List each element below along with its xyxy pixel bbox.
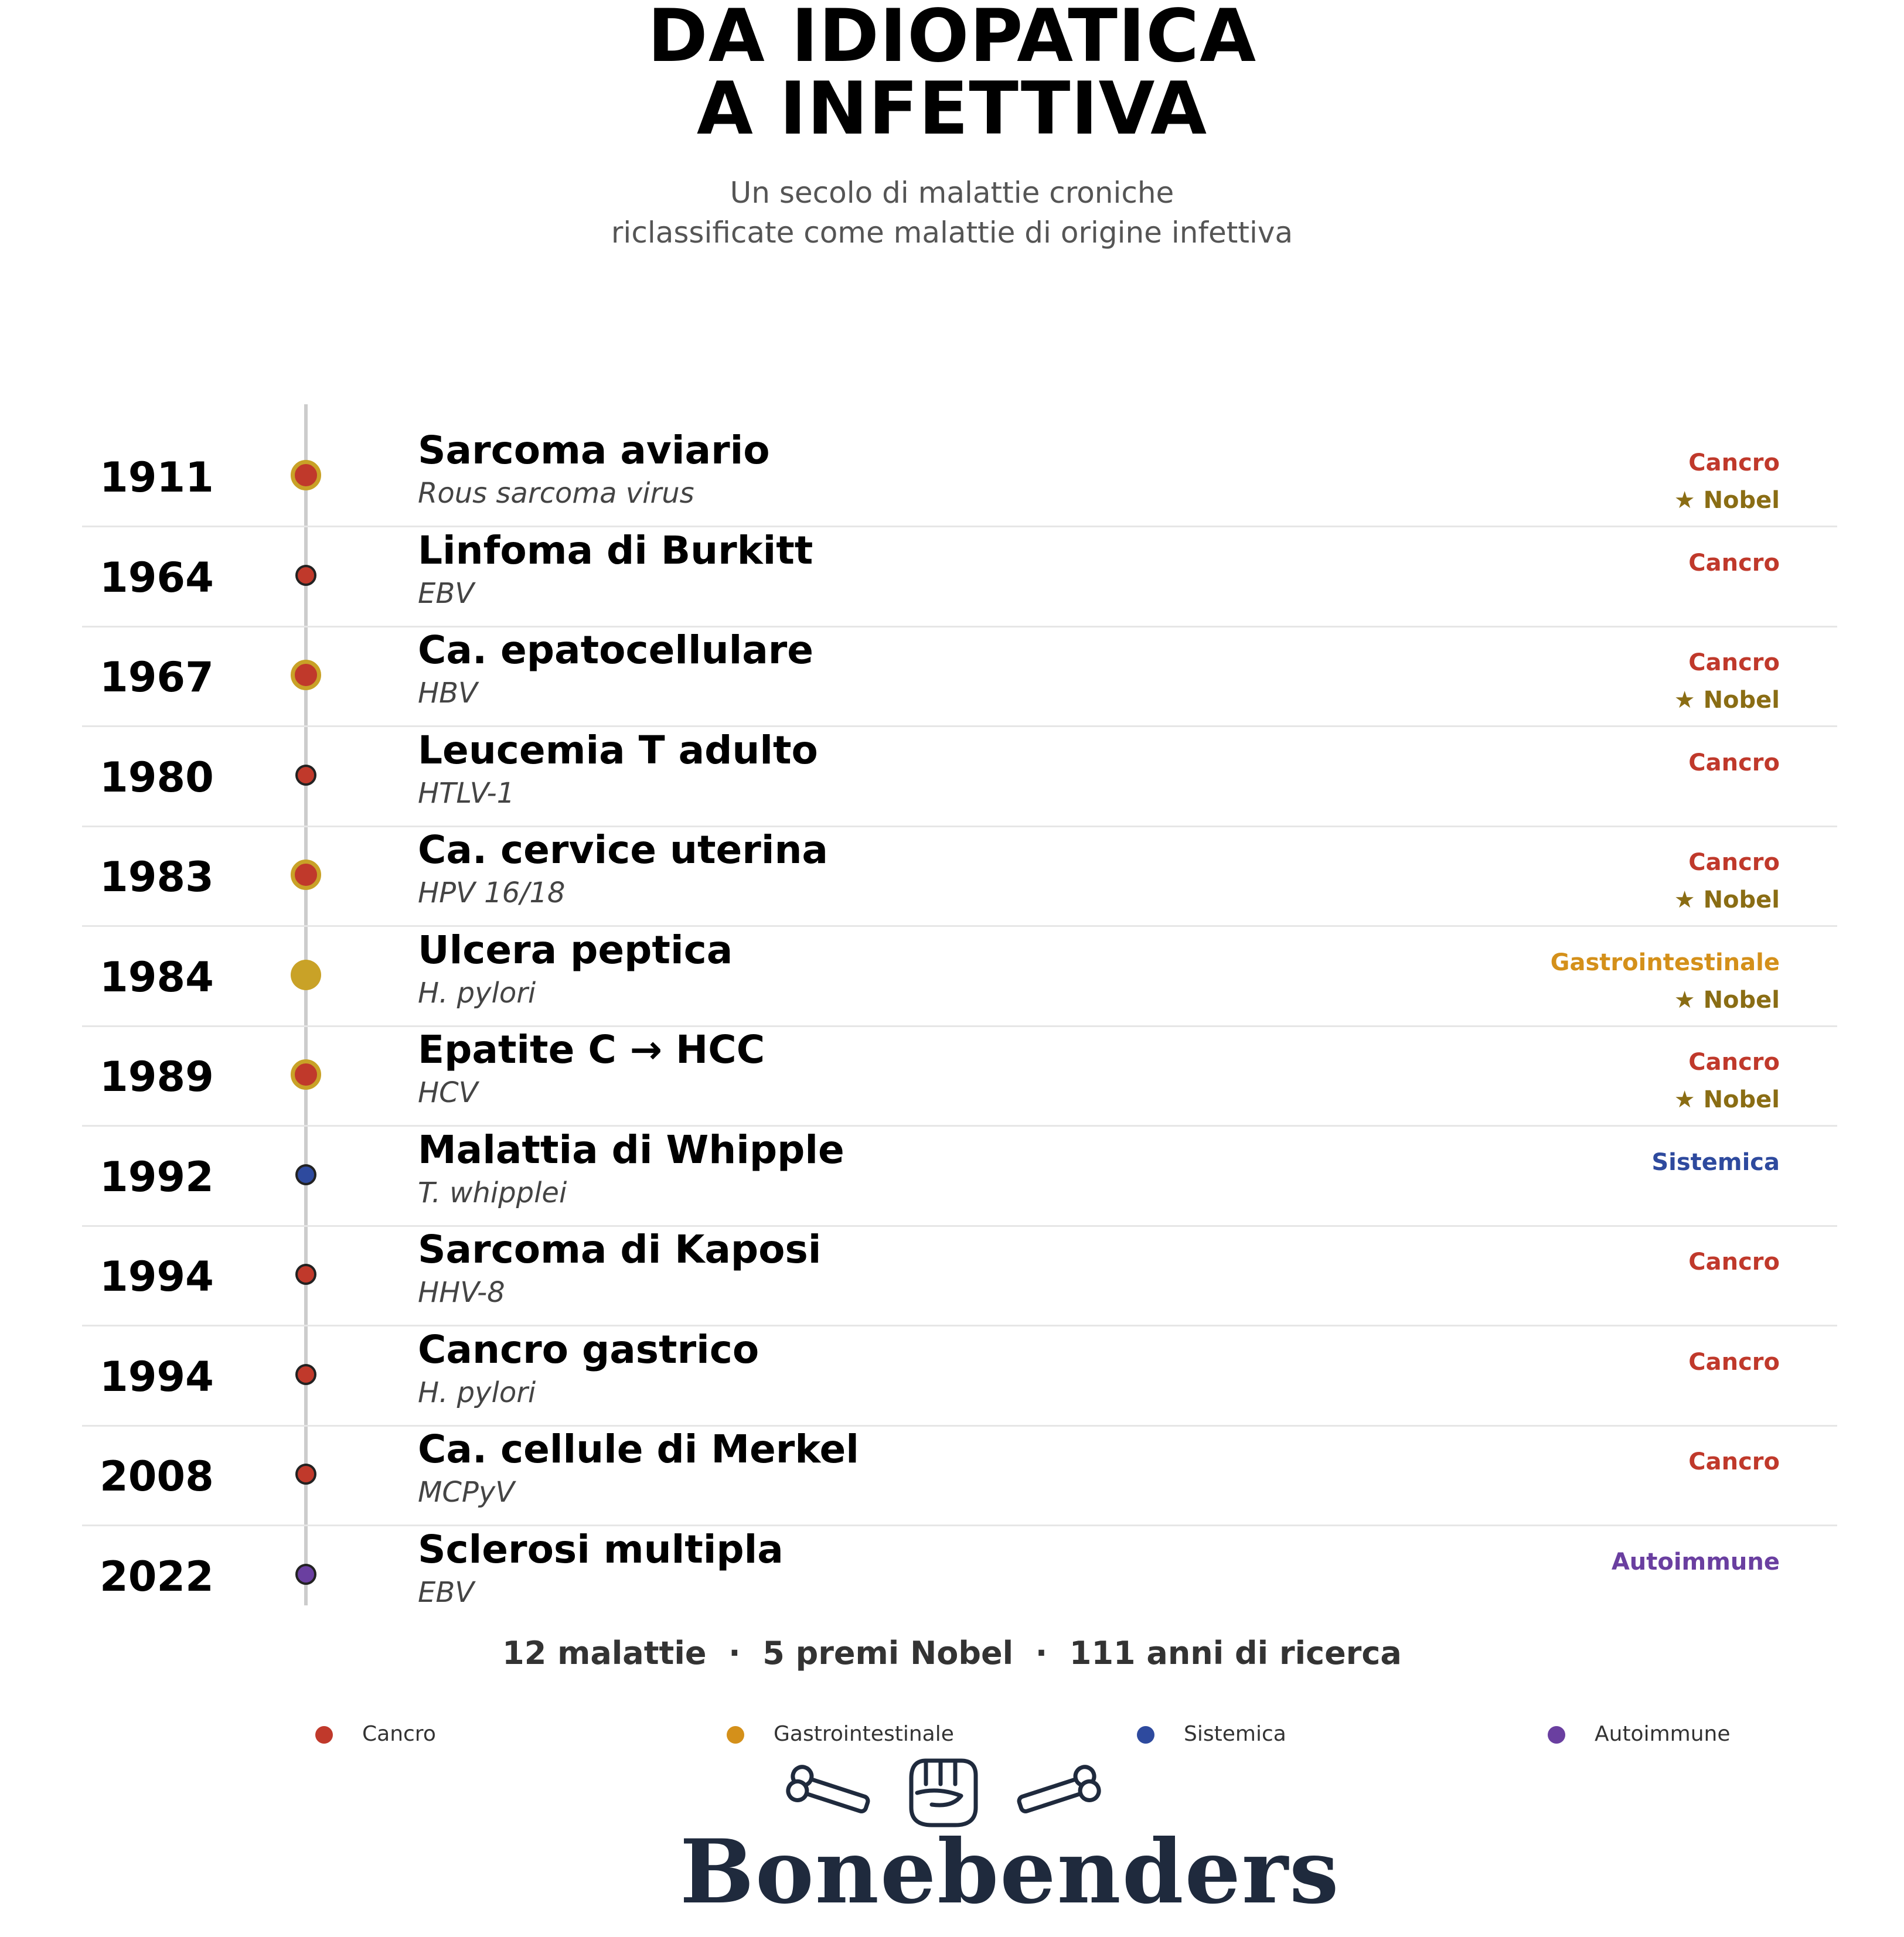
event-category: Gastrointestinale (1550, 949, 1780, 976)
event-agent: Rous sarcoma virus (418, 477, 694, 510)
event-year: 1994 (100, 1253, 214, 1301)
event-category: Cancro (1688, 549, 1780, 577)
timeline-row (0, 628, 1904, 727)
event-year: 1967 (100, 653, 214, 701)
event-marker (295, 1364, 316, 1385)
timeline-row (0, 1527, 1904, 1626)
event-disease: Linfoma di Burkitt (418, 527, 813, 573)
event-agent: HTLV-1 (418, 776, 515, 810)
timeline-row (0, 1127, 1904, 1227)
legend-label: Sistemica (1184, 1722, 1286, 1746)
event-disease: Sclerosi multipla (418, 1526, 784, 1572)
event-marker (291, 1059, 321, 1090)
event-disease: Malattia di Whipple (418, 1127, 844, 1172)
timeline-row (0, 1427, 1904, 1526)
event-category: Cancro (1688, 849, 1780, 876)
timeline-row (0, 1027, 1904, 1127)
event-agent: HHV-8 (418, 1276, 505, 1309)
event-agent: H. pylori (418, 976, 536, 1010)
event-agent: EBV (418, 1575, 475, 1609)
event-category: Cancro (1688, 1448, 1780, 1475)
title-line-1: DA IDIOPATICA (647, 0, 1257, 79)
brand-name: Bonebenders (680, 1820, 1340, 1924)
event-agent: MCPyV (418, 1476, 515, 1509)
event-category: Sistemica (1651, 1148, 1780, 1176)
legend-swatch (315, 1726, 333, 1744)
legend-swatch (1137, 1726, 1154, 1744)
timeline-row (0, 728, 1904, 827)
event-agent: HPV 16/18 (418, 877, 566, 909)
event-disease: Ulcera peptica (418, 927, 733, 973)
event-marker (291, 660, 321, 690)
event-agent: EBV (418, 577, 475, 610)
event-year: 1964 (100, 553, 214, 602)
title-line-2: A INFETTIVA (696, 67, 1208, 151)
event-year: 2008 (100, 1452, 214, 1501)
event-marker (295, 565, 316, 586)
event-category: Cancro (1688, 1249, 1780, 1276)
nobel-badge: ★ Nobel (1674, 687, 1780, 714)
event-category: Cancro (1688, 649, 1780, 676)
event-disease: Cancro gastrico (418, 1326, 759, 1372)
event-marker (295, 1264, 316, 1285)
nobel-badge: ★ Nobel (1674, 886, 1780, 913)
event-category: Autoimmune (1611, 1548, 1780, 1575)
event-marker (291, 960, 321, 990)
legend-label: Cancro (362, 1722, 436, 1746)
legend-label: Gastrointestinale (774, 1722, 954, 1746)
event-disease: Sarcoma di Kaposi (418, 1227, 822, 1272)
timeline-row (0, 528, 1904, 628)
event-agent: T. whipplei (418, 1176, 567, 1209)
nobel-badge: ★ Nobel (1674, 1086, 1780, 1113)
event-marker (291, 860, 321, 890)
event-year: 1980 (100, 753, 214, 802)
event-year: 1983 (100, 853, 214, 901)
event-disease: Ca. cervice uterina (418, 827, 828, 872)
nobel-badge: ★ Nobel (1674, 487, 1780, 514)
event-marker (295, 1564, 316, 1585)
legend-swatch (1548, 1726, 1565, 1744)
legend-swatch (727, 1726, 744, 1744)
event-marker (295, 1464, 316, 1485)
event-year: 2022 (100, 1552, 214, 1601)
event-marker (291, 460, 321, 490)
event-year: 1911 (100, 453, 214, 502)
timeline-row (0, 827, 1904, 927)
event-year: 1994 (100, 1352, 214, 1401)
event-category: Cancro (1688, 1348, 1780, 1376)
event-year: 1989 (100, 1053, 214, 1101)
event-disease: Leucemia T adulto (418, 727, 818, 773)
event-disease: Epatite C → HCC (418, 1027, 765, 1072)
timeline-row (0, 927, 1904, 1027)
timeline-row (0, 428, 1904, 527)
event-category: Cancro (1688, 449, 1780, 476)
subtitle-line-2: riclassificate come malattie di origine infettiva (611, 216, 1293, 250)
event-disease: Sarcoma aviario (418, 428, 770, 473)
event-agent: H. pylori (418, 1376, 536, 1409)
event-category: Cancro (1688, 749, 1780, 776)
event-marker (295, 1164, 316, 1185)
event-year: 1984 (100, 953, 214, 1001)
event-marker (295, 765, 316, 786)
event-disease: Ca. cellule di Merkel (418, 1427, 859, 1472)
nobel-badge: ★ Nobel (1674, 986, 1780, 1014)
legend-label: Autoimmune (1595, 1722, 1731, 1746)
event-agent: HBV (418, 677, 478, 710)
event-category: Cancro (1688, 1049, 1780, 1076)
timeline-row (0, 1327, 1904, 1427)
event-agent: HCV (418, 1076, 478, 1109)
event-disease: Ca. epatocellulare (418, 628, 814, 673)
event-year: 1992 (100, 1152, 214, 1201)
summary-line: 12 malattie · 5 premi Nobel · 111 anni di ricerca (502, 1635, 1402, 1672)
brand-logo (680, 1752, 1340, 1933)
timeline-row (0, 1227, 1904, 1326)
subtitle-line-1: Un secolo di malattie croniche (730, 176, 1174, 210)
